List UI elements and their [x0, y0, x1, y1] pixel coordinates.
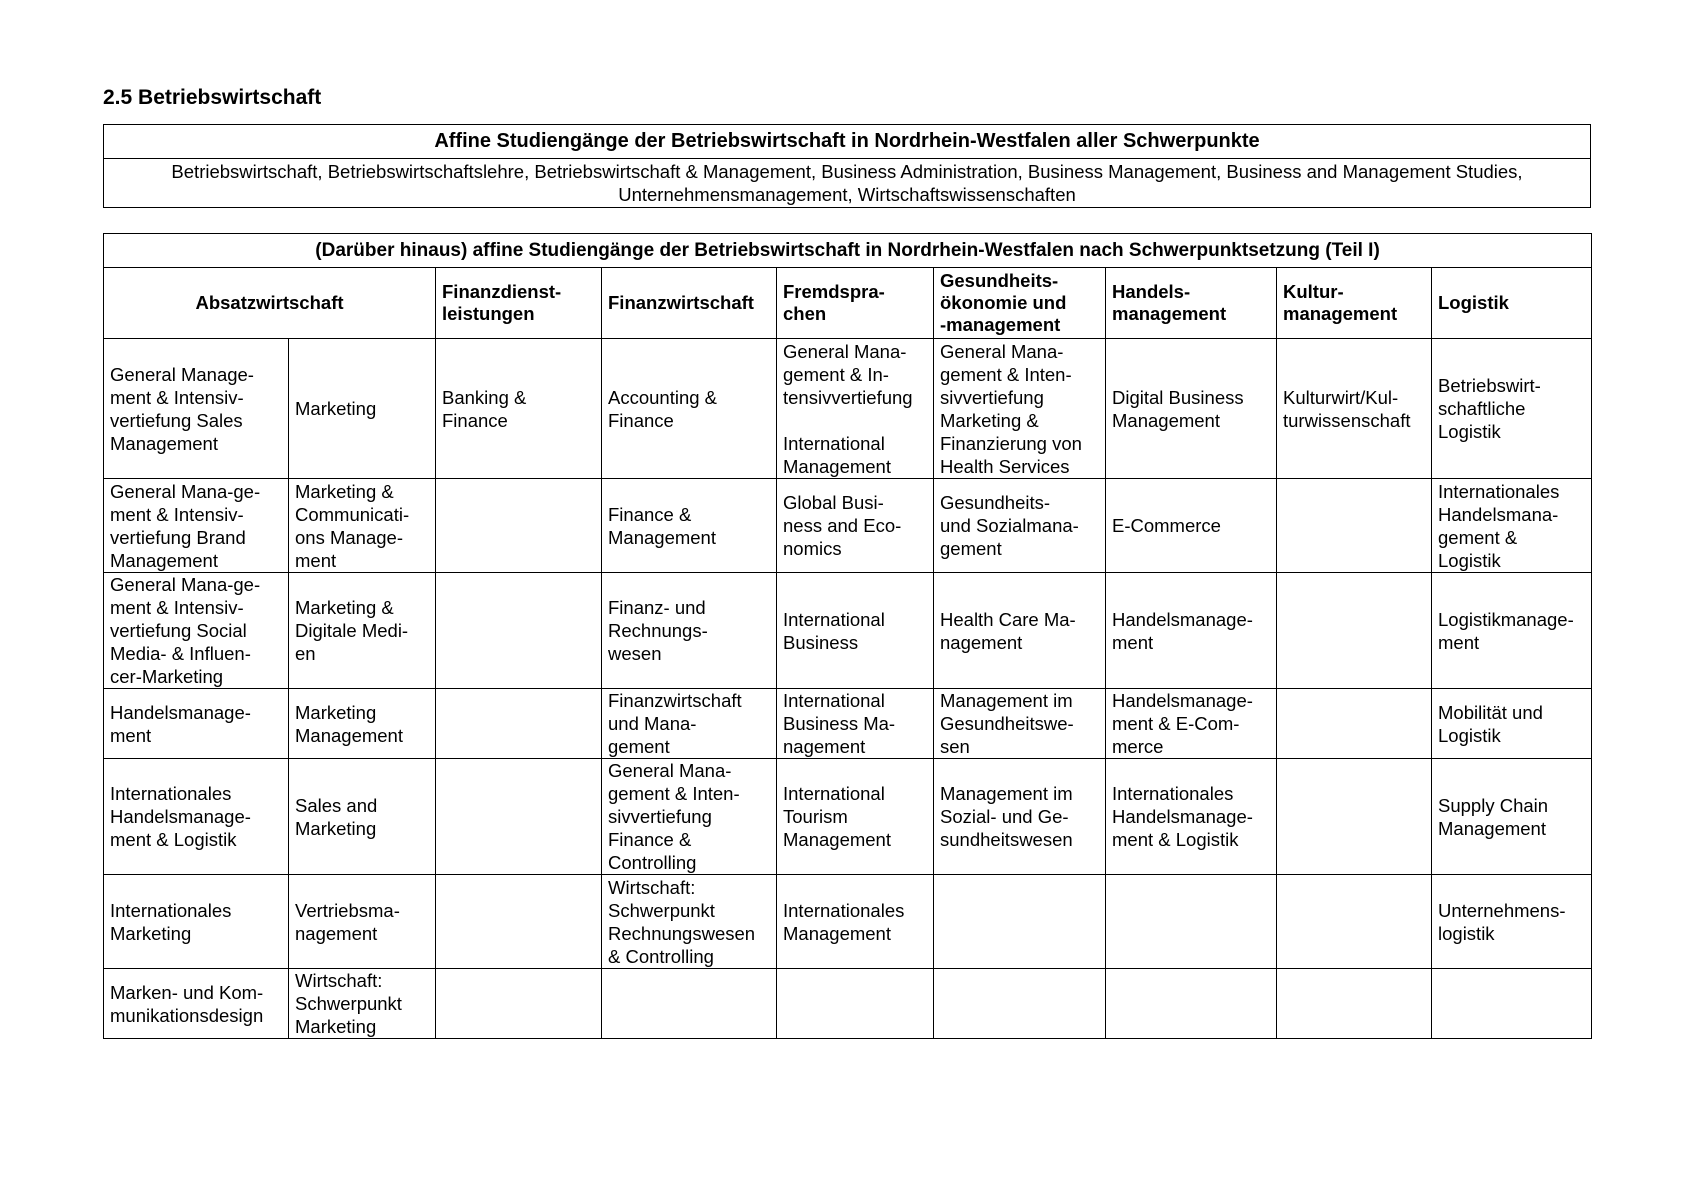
table-cell: Marketing	[289, 339, 436, 479]
table-cell	[436, 875, 602, 969]
table-cell: Internationales Handelsmana- gement & Logistik	[1432, 479, 1592, 573]
general-programs-list: Betriebswirtschaft, Betriebswirtschaftslehre, Betriebswirtschaft & Management, Business Administration, Business Management, Business and Management Studies, Unternehmensmanagement, Wirtschaftswissenschaften	[104, 159, 1591, 208]
table-row	[104, 689, 1592, 759]
table-cell: Betriebswirt- schaftliche Logistik	[1432, 339, 1592, 479]
table-cell: Handelsmanage- ment	[1106, 573, 1277, 689]
table-cell	[436, 969, 602, 1039]
table-cell: General Mana- gement & Inten- sivvertiefung Marketing & Finanzierung von Health Services	[934, 339, 1106, 479]
table-cell	[1277, 479, 1432, 573]
table-cell	[1277, 875, 1432, 969]
column-header-gesundheitsoekonomie: Gesundheits- ökonomie und -management	[934, 268, 1106, 339]
table-cell: Marketing & Digitale Medi- en	[289, 573, 436, 689]
table-cell: General Mana- gement & Inten- sivvertiefung Finance & Controlling	[602, 759, 777, 875]
table-cell: Marketing & Communicati- ons Manage- ment	[289, 479, 436, 573]
table-cell: Gesundheits- und Sozialmana- gement	[934, 479, 1106, 573]
table-cell	[436, 759, 602, 875]
table-cell: Kulturwirt/Kul- turwissenschaft	[1277, 339, 1432, 479]
table-row	[104, 573, 1592, 689]
table-cell	[436, 479, 602, 573]
table-cell: International Business Ma- nagement	[777, 689, 934, 759]
table-cell	[1277, 689, 1432, 759]
table-row	[104, 969, 1592, 1039]
table-cell: Internationales Marketing	[104, 875, 289, 969]
table-cell: General Mana- gement & In- tensivvertiefung International Management	[777, 339, 934, 479]
column-header-fremdsprachen: Fremdspra- chen	[777, 268, 934, 339]
column-header-row	[104, 268, 1592, 339]
column-header-absatzwirtschaft: Absatzwirtschaft	[104, 268, 436, 339]
table-cell: Logistikmanage- ment	[1432, 573, 1592, 689]
table-cell: Internationales Handelsmanage- ment & Logistik	[104, 759, 289, 875]
table-row	[104, 339, 1592, 479]
table-cell: Supply Chain Management	[1432, 759, 1592, 875]
focus-programs-table	[103, 233, 1592, 1039]
focus-table-title: (Darüber hinaus) affine Studiengänge der Betriebswirtschaft in Nordrhein-Westfalen nach Schwerpunktsetzung (Teil I)	[104, 234, 1592, 268]
column-header-kulturmanagement: Kultur- management	[1277, 268, 1432, 339]
column-header-finanzdienstleistungen: Finanzdienst- leistungen	[436, 268, 602, 339]
table-cell	[1106, 969, 1277, 1039]
table-cell	[1432, 969, 1592, 1039]
table-cell: General Mana-ge- ment & Intensiv- vertiefung Social Media- & Influen- cer-Marketing	[104, 573, 289, 689]
table-cell: E-Commerce	[1106, 479, 1277, 573]
table-cell	[1277, 969, 1432, 1039]
table-cell	[436, 573, 602, 689]
general-table-title: Affine Studiengänge der Betriebswirtschaft in Nordrhein-Westfalen aller Schwerpunkte	[104, 125, 1591, 159]
table-cell	[934, 969, 1106, 1039]
table-cell: General Manage- ment & Intensiv- vertiefung Sales Management	[104, 339, 289, 479]
table-cell: Marketing Management	[289, 689, 436, 759]
table-cell: Mobilität und Logistik	[1432, 689, 1592, 759]
table-cell	[1277, 573, 1432, 689]
table-cell: Handelsmanage- ment & E-Com- merce	[1106, 689, 1277, 759]
section-title: 2.5 Betriebswirtschaft	[103, 86, 322, 109]
table-cell: Digital Business Management	[1106, 339, 1277, 479]
table-cell	[1106, 875, 1277, 969]
table-cell	[934, 875, 1106, 969]
table-cell: Health Care Ma- nagement	[934, 573, 1106, 689]
table-row	[104, 479, 1592, 573]
table-cell: Finance & Management	[602, 479, 777, 573]
table-cell: Marken- und Kom- munikationsdesign	[104, 969, 289, 1039]
table-cell: Management im Gesundheitswe- sen	[934, 689, 1106, 759]
table-cell: Accounting & Finance	[602, 339, 777, 479]
table-cell: Global Busi- ness and Eco- nomics	[777, 479, 934, 573]
table-cell	[777, 969, 934, 1039]
table-cell: Unternehmens- logistik	[1432, 875, 1592, 969]
table-cell: Handelsmanage- ment	[104, 689, 289, 759]
table-cell	[436, 689, 602, 759]
table-cell: Finanz- und Rechnungs- wesen	[602, 573, 777, 689]
table-cell: Sales and Marketing	[289, 759, 436, 875]
table-cell: Internationales Handelsmanage- ment & Logistik	[1106, 759, 1277, 875]
table-cell: Wirtschaft: Schwerpunkt Rechnungswesen & Controlling	[602, 875, 777, 969]
table-cell: Internationales Management	[777, 875, 934, 969]
table-cell: Banking & Finance	[436, 339, 602, 479]
table-cell: General Mana-ge- ment & Intensiv- vertiefung Brand Management	[104, 479, 289, 573]
table-cell	[602, 969, 777, 1039]
column-header-handelsmanagement: Handels- management	[1106, 268, 1277, 339]
column-header-logistik: Logistik	[1432, 268, 1592, 339]
table-cell: International Business	[777, 573, 934, 689]
table-row	[104, 875, 1592, 969]
table-cell: Management im Sozial- und Ge- sundheitswesen	[934, 759, 1106, 875]
table-cell: International Tourism Management	[777, 759, 934, 875]
table-cell: Vertriebsma- nagement	[289, 875, 436, 969]
column-header-finanzwirtschaft: Finanzwirtschaft	[602, 268, 777, 339]
table-cell: Wirtschaft: Schwerpunkt Marketing	[289, 969, 436, 1039]
table-row	[104, 759, 1592, 875]
general-programs-table	[103, 124, 1591, 208]
table-cell	[1277, 759, 1432, 875]
table-cell: Finanzwirtschaft und Mana- gement	[602, 689, 777, 759]
